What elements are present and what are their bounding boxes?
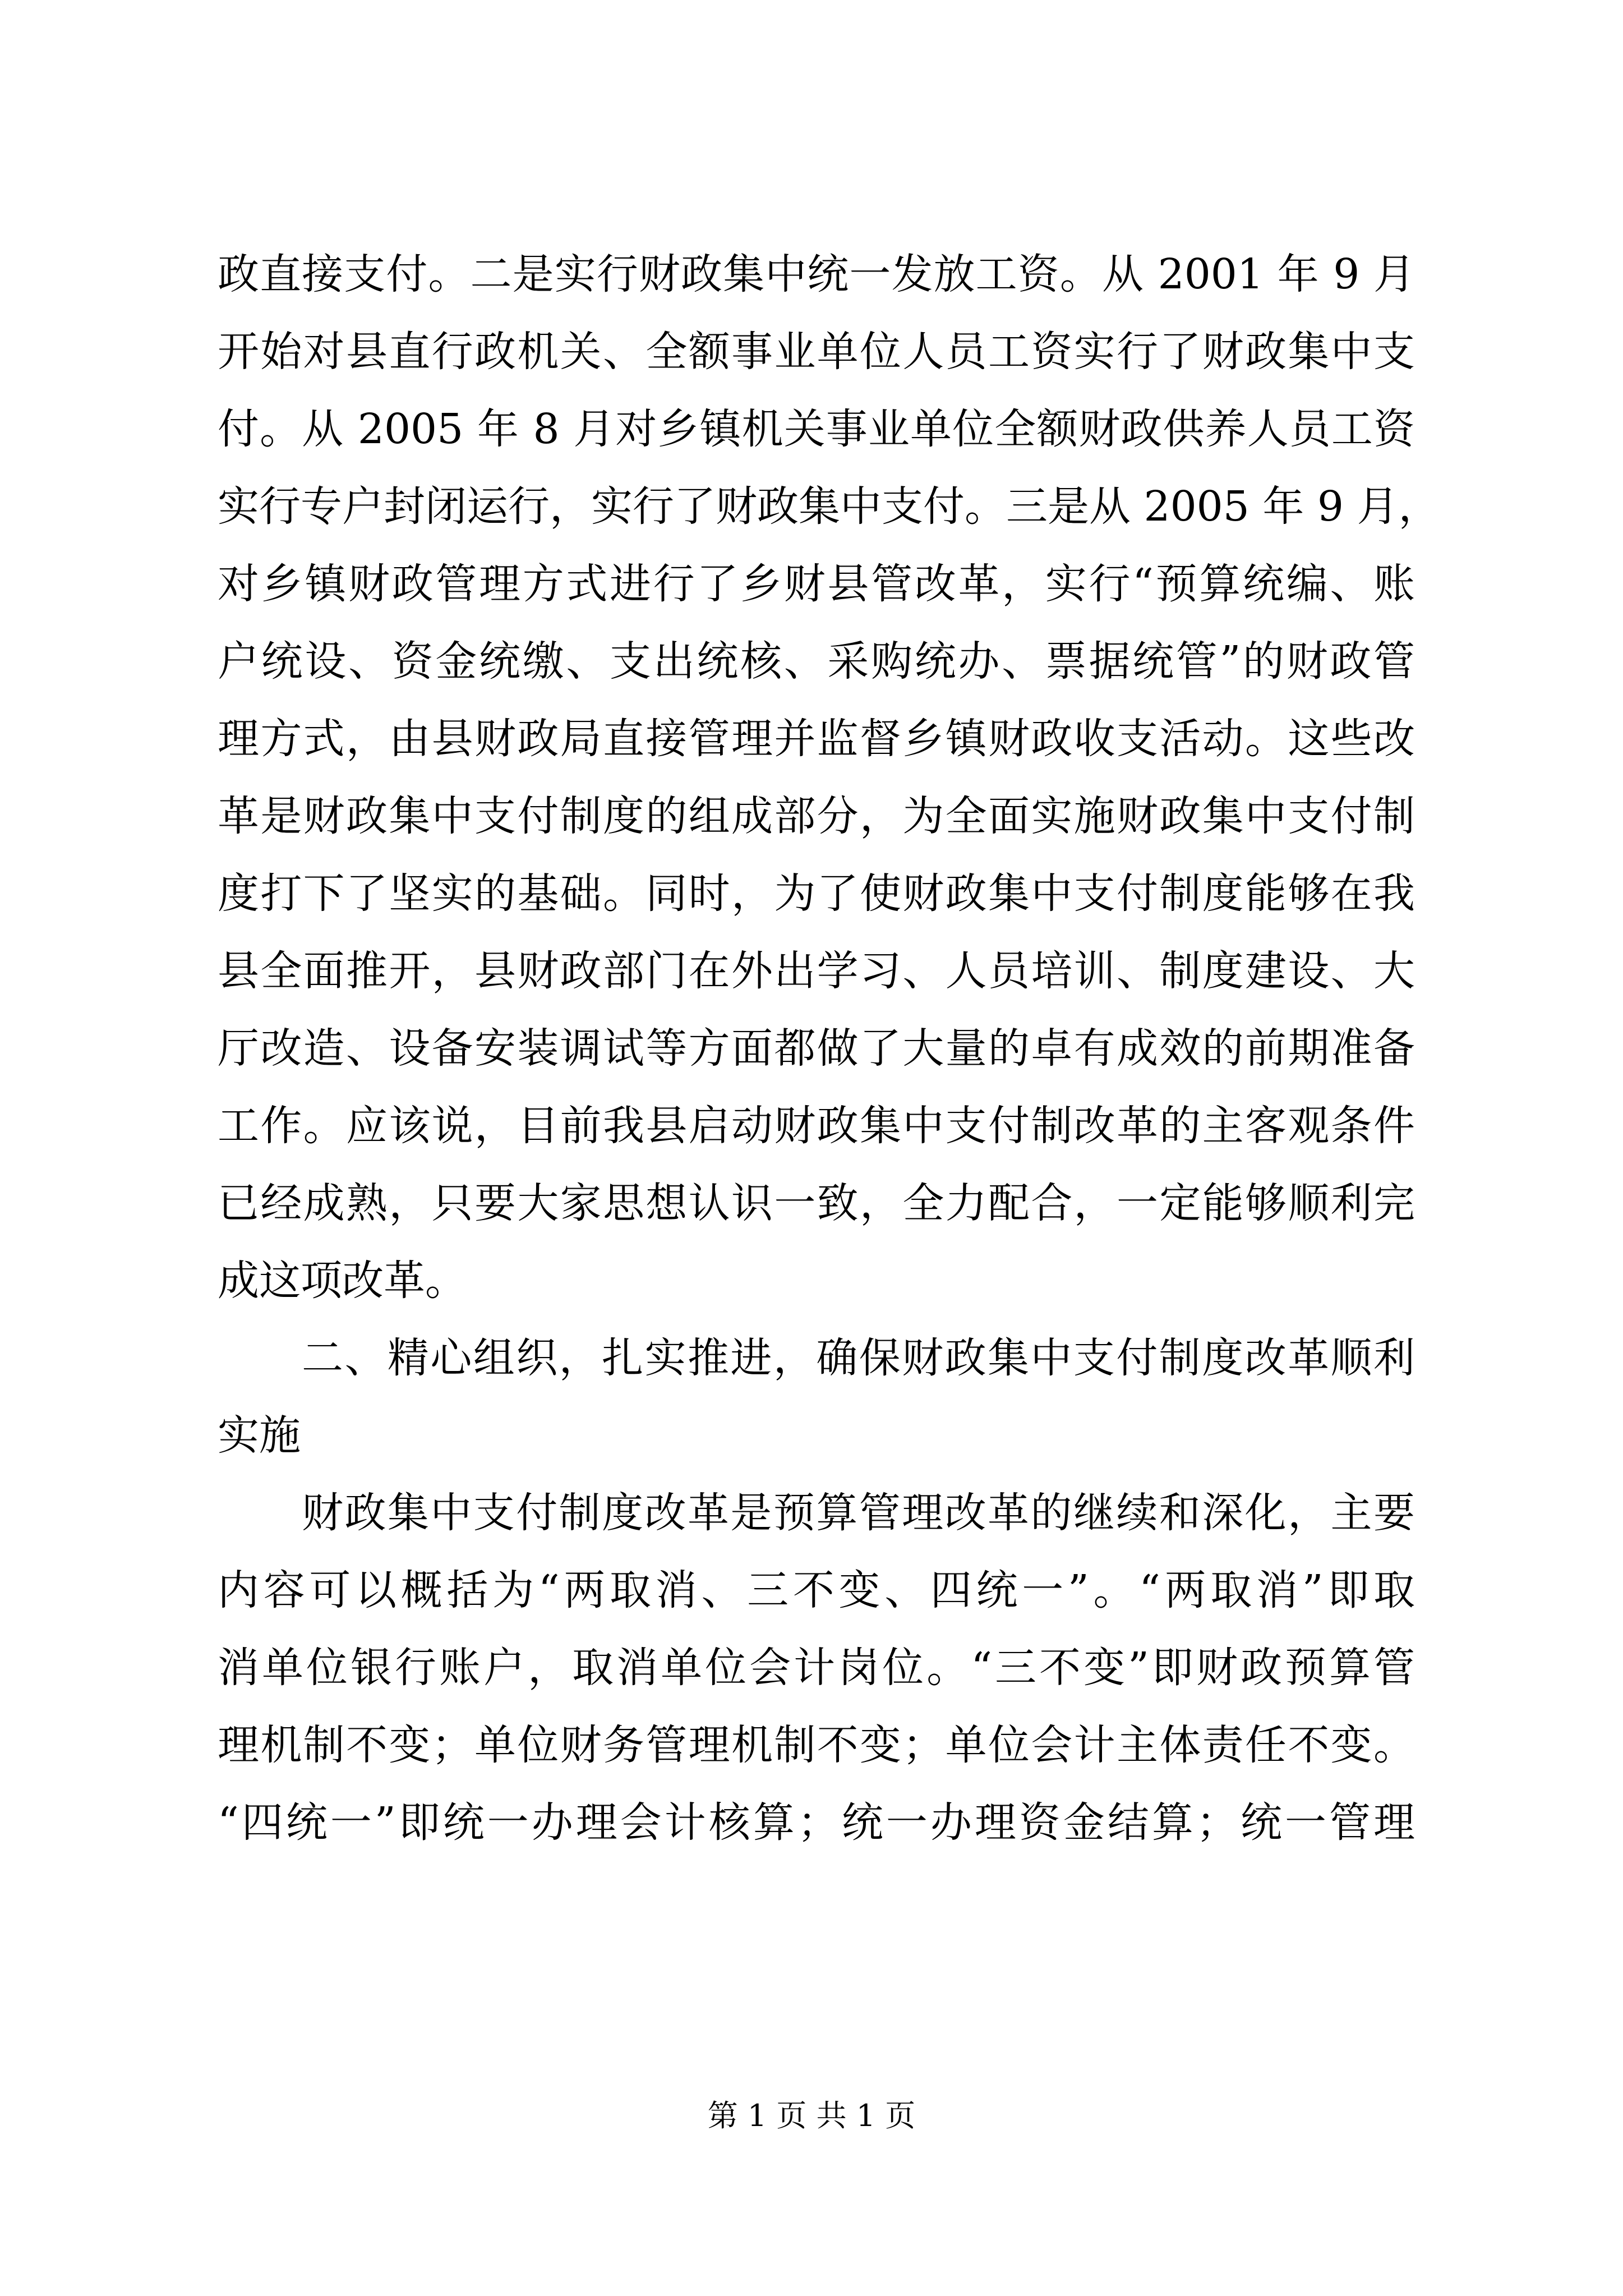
text-line: 付。从 2005 年 8 月对乡镇机关事业单位全额财政供养人员工资 [218,405,1415,453]
text-line: 县全面推开，县财政部门在外出学习、人员培训、制度建设、大 [218,947,1415,995]
text-line: 理机制不变；单位财务管理机制不变；单位会计主体责任不变。 [218,1721,1415,1769]
section-heading-line: 实施 [218,1411,301,1460]
text-line: 对乡镇财政管理方式进行了乡财县管改革，实行“预算统编、账 [218,560,1415,608]
text-line: 工作。应该说，目前我县启动财政集中支付制改革的主客观条件 [218,1102,1415,1150]
section-heading-line: 二、精心组织，扎实推进，确保财政集中支付制度改革顺利 [302,1334,1415,1382]
text-line: 实行专户封闭运行，实行了财政集中支付。三是从 2005 年 9 月， [218,482,1440,531]
text-line: 开始对县直行政机关、全额事业单位人员工资实行了财政集中支 [218,328,1415,376]
page-footer: 第 1 页 共 1 页 [707,2098,916,2133]
text-line: 政直接支付。二是实行财政集中统一发放工资。从 2001 年 9 月 [218,250,1415,298]
text-line: 已经成熟，只要大家思想认识一致，全力配合，一定能够顺利完 [218,1179,1415,1227]
text-line: 理方式，由县财政局直接管理并监督乡镇财政收支活动。这些改 [218,715,1415,763]
text-line: 内容可以概括为“两取消、三不变、四统一”。“两取消”即取 [218,1566,1415,1614]
text-line: 消单位银行账户，取消单位会计岗位。“三不变”即财政预算管 [218,1644,1415,1692]
text-line: 财政集中支付制度改革是预算管理改革的继续和深化，主要 [302,1489,1415,1537]
body-text [218,236,1440,1861]
text-line: 成这项改革。 [218,1257,467,1305]
text-line: “四统一”即统一办理会计核算；统一办理资金结算；统一管理 [218,1798,1415,1847]
text-line: 厅改造、设备安装调试等方面都做了大量的卓有成效的前期准备 [218,1024,1415,1073]
text-line: 革是财政集中支付制度的组成部分，为全面实施财政集中支付制 [218,792,1415,840]
text-line: 度打下了坚实的基础。同时，为了使财政集中支付制度能够在我 [218,869,1415,918]
text-line: 户统设、资金统缴、支出统核、采购统办、票据统管”的财政管 [218,637,1415,685]
